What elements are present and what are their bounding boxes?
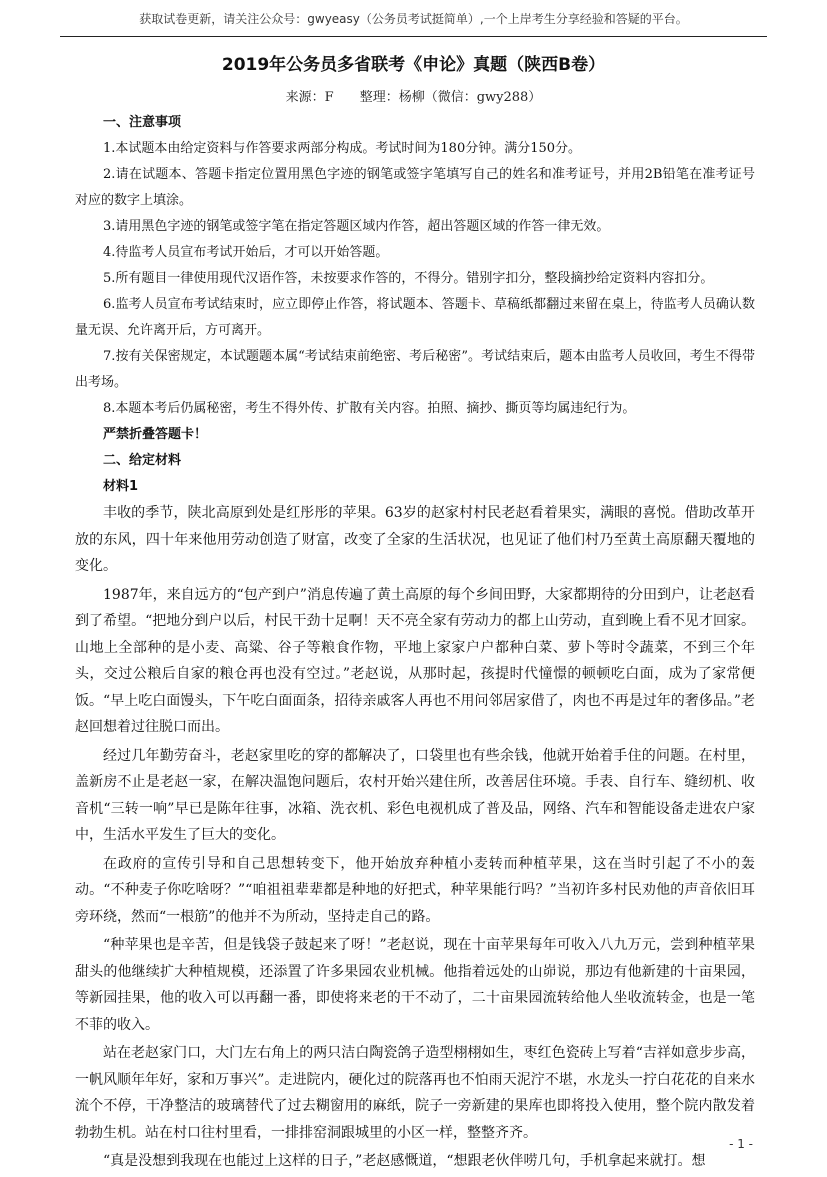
- section-heading-notes: 一、注意事项: [103, 115, 182, 130]
- notice-item-4: 4.待监考人员宣布考试开始后，才可以开始答题。: [103, 245, 389, 260]
- notice-item-5: 5.所有题目一律使用现代汉语作答，未按要求作答的，不得分。错别字扣分，整段摘抄给定资料内容扣分。: [103, 271, 714, 286]
- material-paragraph: 站在老赵家门口，大门左右角上的两只洁白陶瓷鸽子造型栩栩如生，枣红色瓷砖上写着“吉祥如意步步高，一帆风顺年年好，家和万事兴”。走进院内，硬化过的院落再也不怕雨天泥泞不堪，水龙头一拧白花花的自来水流个不停，干净整洁的玻璃替代了过去糊窗用的麻纸，院子一旁新建的果库也即将投入使用，整个院内散发着勃勃生机。站在村口往村里看，一排排窑洞跟城里的小区一样，整整齐齐。: [75, 1045, 755, 1141]
- header-divider: [60, 36, 767, 37]
- notice-item-7: 7.按有关保密规定，本试题题本属“考试结束前绝密、考后秘密”。考试结束后，题本由监考人员收回，考生不得带出考场。: [75, 349, 755, 390]
- notice-item-1: 1.本试题本由给定资料与作答要求两部分构成。考试时间为180分钟。满分150分。: [103, 141, 582, 156]
- warning-line: 严禁折叠答题卡！: [103, 427, 208, 442]
- header-note: 获取试卷更新，请关注公众号：gwyeasy（公务员考试挺简单）,一个上岸考生分享经验和答疑的平台。: [139, 12, 688, 26]
- section-heading-materials: 二、给定材料: [103, 453, 182, 468]
- material-paragraph: “真是没想到我现在也能过上这样的日子，”老赵感慨道，“想跟老伙伴唠几句，手机拿起来就打。想: [103, 1153, 706, 1169]
- document-body: [75, 110, 755, 1177]
- source-line: 来源：F 整理：杨柳（微信：gwy288）: [285, 90, 542, 105]
- material-paragraph: 1987年，来自远方的“包产到户”消息传遍了黄土高原的每个乡间田野，大家都期待的分田到户，让老赵看到了希望。“把地分到户以后，村民干劲十足啊！天不亮全家有劳动力的都上山劳动，直到晚上看不见才回家。山地上全部种的是小麦、高粱、谷子等粮食作物，平地上家家户户都种白菜、萝卜等时令蔬菜，不到三个年头，交过公粮后自家的粮仓再也没有空过。”老赵说，从那时起，孩提时代憧憬的顿顿吃白面，成为了家常便饭。“早上吃白面馒头，下午吃白面面条，招待亲戚客人再也不用问邻居家借了，肉也不再是过年的奢侈品。”老赵回想着过往脱口而出。: [75, 586, 755, 735]
- notice-item-6: 6.监考人员宣布考试结束时，应立即停止作答，将试题本、答题卡、草稿纸都翻过来留在桌上，待监考人员确认数量无误、允许离开后，方可离开。: [75, 297, 755, 338]
- page-title: 2019年公务员多省联考《申论》真题（陕西B卷）: [221, 55, 606, 75]
- page-number: - 1 -: [729, 1137, 753, 1151]
- material-paragraph: 经过几年勤劳奋斗，老赵家里吃的穿的都解决了，口袋里也有些余钱，他就开始着手住的问题。在村里，盖新房不止是老赵一家，在解决温饱问题后，农村开始兴建住所，改善居住环境。手表、自行车、缝纫机、收音机“三转一响”早已是陈年往事，冰箱、洗衣机、彩色电视机成了普及品，网络、汽车和智能设备走进农户家中，生活水平发生了巨大的变化。: [75, 747, 755, 843]
- material-title: 材料1: [103, 479, 139, 494]
- material-paragraph: “种苹果也是辛苦，但是钱袋子鼓起来了呀！”老赵说，现在十亩苹果每年可收入八九万元，尝到种植苹果甜头的他继续扩大种植规模，还添置了许多果园农业机械。他指着远处的山峁说，那边有他新建的十亩果园，等新园挂果，他的收入可以再翻一番，即使将来老的干不动了，二十亩果园流转给他人坐收流转金，也是一笔不菲的收入。: [75, 937, 755, 1033]
- material-paragraph: 在政府的宣传引导和自己思想转变下，他开始放弃种植小麦转而种植苹果，这在当时引起了不小的轰动。“不种麦子你吃啥呀？”“咱祖祖辈辈都是种地的好把式，种苹果能行吗？”当初许多村民劝他的声音依旧耳旁环绕，然而“一根筋”的他并不为所动，坚持走自己的路。: [75, 855, 755, 925]
- material-paragraph: 丰收的季节，陕北高原到处是红彤彤的苹果。63岁的赵家村村民老赵看着果实，满眼的喜悦。借助改革开放的东风，四十年来他用劳动创造了财富，改变了全家的生活状况，也见证了他们村乃至黄土高原翻天覆地的变化。: [75, 505, 755, 574]
- notice-item-2: 2.请在试题本、答题卡指定位置用黑色字迹的钢笔或签字笔填写自己的姓名和准考证号，并用2B铅笔在准考证号对应的数字上填涂。: [75, 167, 755, 208]
- notice-item-3: 3.请用黑色字迹的钢笔或签字笔在指定答题区域内作答，超出答题区域的作答一律无效。: [103, 219, 610, 234]
- notice-item-8: 8.本题本考后仍属秘密，考生不得外传、扩散有关内容。拍照、摘抄、撕页等均属违纪行为。: [103, 401, 636, 416]
